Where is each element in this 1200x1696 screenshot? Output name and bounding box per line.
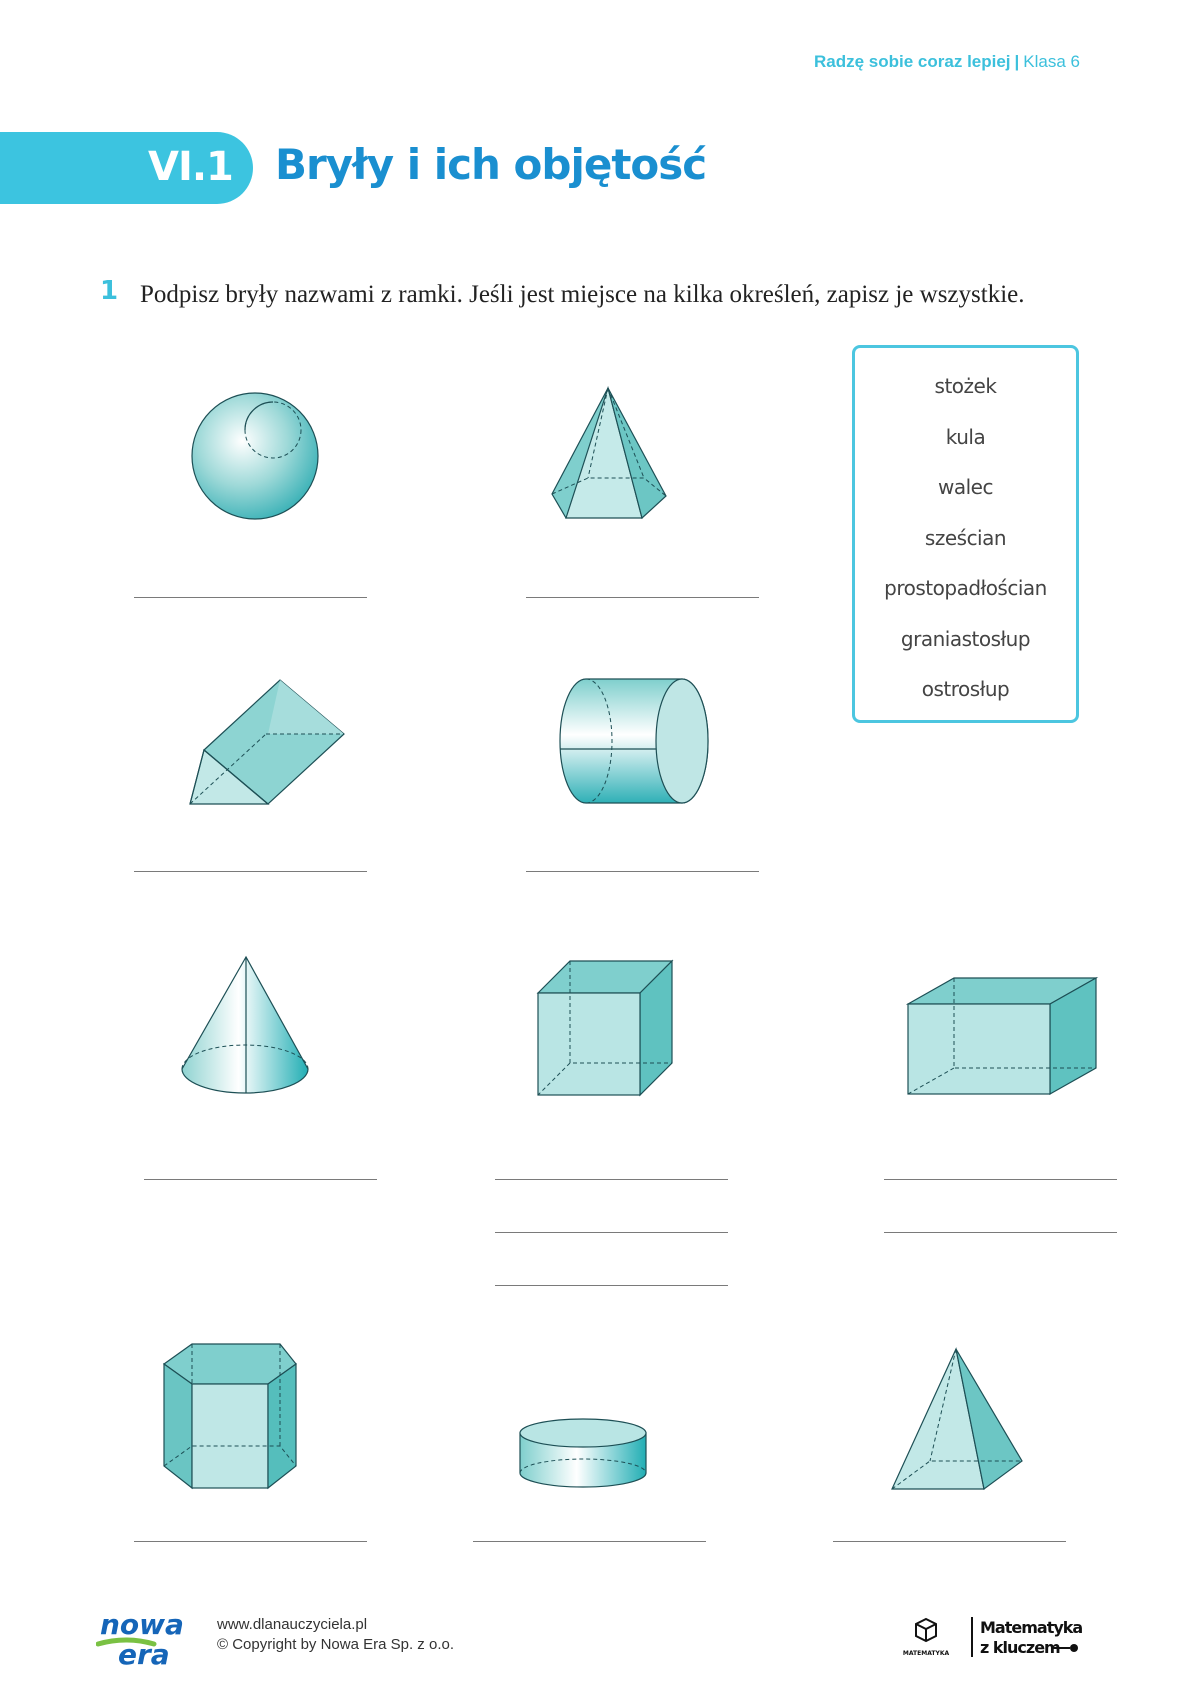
answer-line[interactable] [134,597,367,598]
pentagonal-pyramid-icon [548,386,670,522]
series-logo [888,1615,1088,1663]
page-header [790,52,1080,72]
answer-line[interactable] [144,1179,377,1180]
lesson-number: VI.1 [148,144,233,190]
answer-line[interactable] [473,1541,706,1542]
answer-line[interactable] [526,871,759,872]
answer-line[interactable] [884,1232,1117,1233]
triangular-prism-icon [188,678,346,806]
word-bank-item: graniastosłup [900,626,1031,651]
task-instruction: Podpisz bryły nazwami z ramki. Jeśli jest miejsce na kilka określeń, zapisz je wszystkie. [140,281,1025,308]
publisher-logo-line1: nowa [100,1608,184,1641]
series-logo-line2: z kluczem [980,1638,1060,1657]
cylinder-lying-icon [558,677,710,805]
word-bank-item: walec [938,475,993,499]
word-bank-box [852,345,1079,723]
cube-logo-icon [916,1619,936,1641]
word-bank-item: prostopadłościan [884,576,1047,600]
header-separator: | [1014,52,1020,71]
answer-line[interactable] [495,1232,728,1233]
grade-label: Klasa 6 [1023,52,1080,71]
cone-icon [180,955,310,1097]
answer-line[interactable] [495,1179,728,1180]
answer-line[interactable] [495,1285,728,1286]
publisher-logo-line2: era [118,1638,170,1671]
answer-line[interactable] [526,597,759,598]
word-bank-item: kula [945,424,986,449]
word-bank-item: sześcian [924,525,1007,550]
nowa-era-logo [96,1608,186,1682]
website-link[interactable]: www.dlanauczyciela.pl [217,1616,368,1633]
sphere-icon [185,388,325,524]
series-logo-small: MATEMATYKA [902,1650,950,1657]
cuboid-icon [906,976,1100,1098]
answer-line[interactable] [134,1541,367,1542]
answer-line[interactable] [833,1541,1066,1542]
cube-icon [536,959,676,1097]
series-logo-line1: Matematyka [980,1618,1083,1637]
copyright-text: © Copyright by Nowa Era Sp. z o.o. [217,1636,454,1653]
answer-line[interactable] [884,1179,1117,1180]
task-number: 1 [100,276,119,306]
square-pyramid-icon [890,1347,1024,1491]
word-bank-item: ostrosłup [921,677,1010,701]
flat-cylinder-icon [518,1417,648,1491]
answer-line[interactable] [134,871,367,872]
word-bank-item: stożek [934,374,997,398]
page-title: Bryły i ich objętość [275,140,707,189]
footer-credits [217,1615,454,1655]
series-name: Radzę sobie coraz lepiej [814,52,1011,71]
hexagonal-prism-icon [162,1342,298,1490]
